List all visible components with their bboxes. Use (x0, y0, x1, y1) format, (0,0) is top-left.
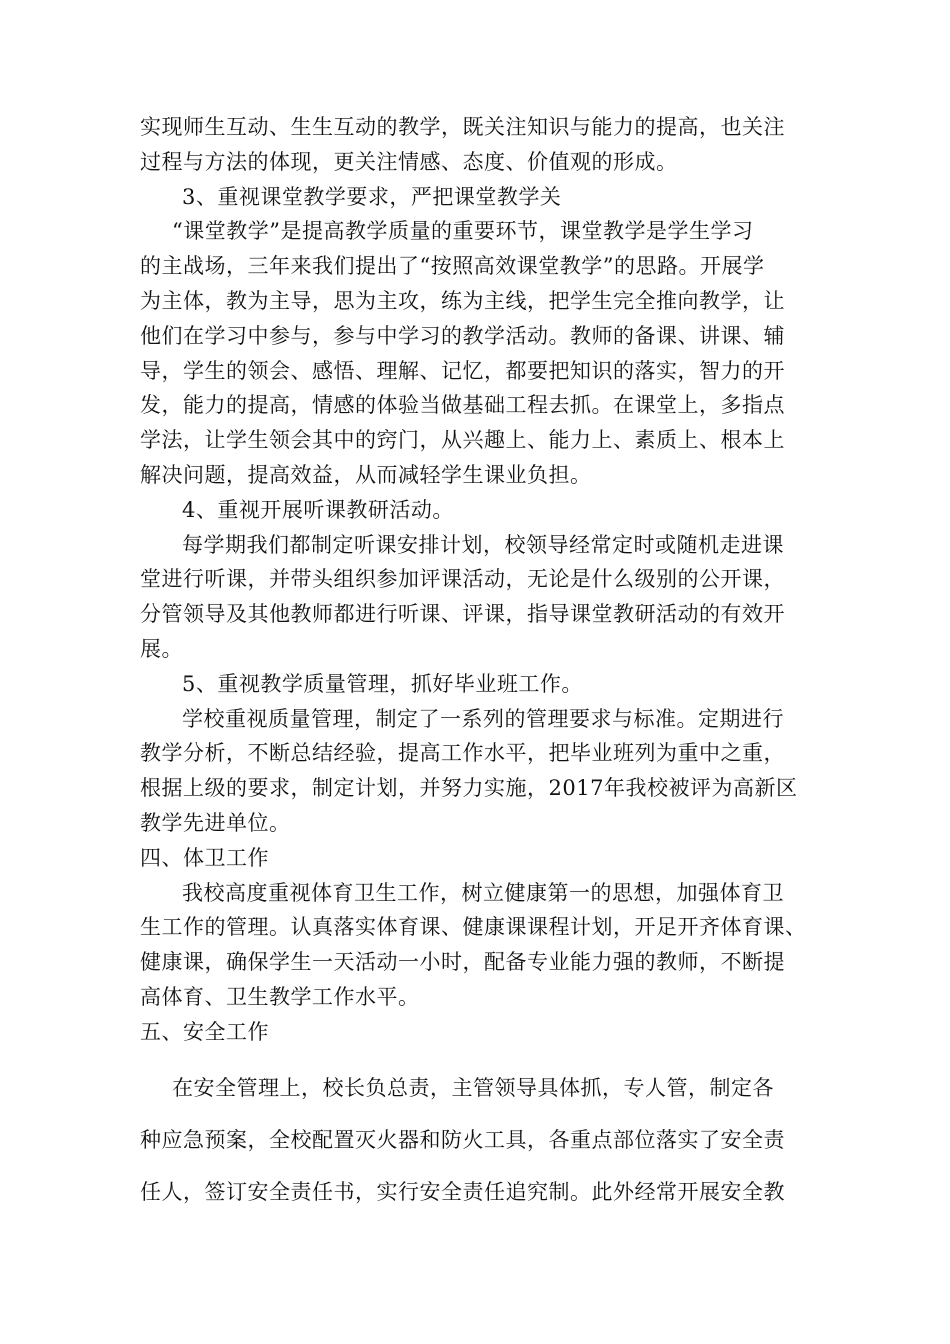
text-line: 每学期我们都制定听课安排计划，校领导经常定时或随机走进课 (182, 532, 784, 557)
text-line: 四、体卫工作 (140, 845, 269, 870)
text-line: “课堂教学”是提高教学质量的重要环节，课堂教学是学生学习 (172, 219, 754, 244)
text-line: 生工作的管理。认真落实体育课、健康课课程计划，开足开齐体育课、 (140, 915, 807, 940)
text-line: 种应急预案，全校配置灭火器和防火工具，各重点部位落实了安全责 (140, 1127, 785, 1152)
text-line: 实现师生互动、生生互动的教学，既关注知识与能力的提高，也关注 (140, 115, 785, 139)
text-line: 在安全管理上，校长负总责，主管领导具体抓，专人管，制定各 (172, 1075, 774, 1100)
text-line: 4、重视开展听课教研活动。 (182, 497, 454, 522)
text-line: 3、重视课堂教学要求，严把课堂教学关 (182, 184, 562, 209)
text-line: 为主体，教为主导，思为主攻，练为主线，把学生完全推向教学，让 (140, 288, 785, 313)
text-line: 过程与方法的体现，更关注情感、态度、价值观的形成。 (140, 149, 678, 174)
document-page (140, 110, 830, 1218)
text-line: 根据上级的要求，制定计划，并努力实施，2017年我校被评为高新区 (140, 776, 798, 801)
text-line: 我校高度重视体育卫生工作，树立健康第一的思想，加强体育卫 (182, 880, 784, 905)
text-line: 展。 (140, 636, 183, 661)
text-line: 教学先进单位。 (140, 810, 291, 835)
body-text (140, 110, 830, 1050)
text-line: 堂进行听课，并带头组织参加评课活动，无论是什么级别的公开课， (140, 567, 785, 592)
text-line: 解决问题，提高效益，从而减轻学生课业负担。 (140, 462, 592, 487)
text-line: 的主战场，三年来我们提出了“按照高效课堂教学”的思路。开展学 (140, 254, 765, 279)
text-line: 健康课，确保学生一天活动一小时，配备专业能力强的教师，不断提 (140, 950, 785, 975)
text-line: 高体育、卫生教学工作水平。 (140, 984, 420, 1009)
text-line: 教学分析，不断总结经验，提高工作水平，把毕业班列为重中之重， (140, 741, 785, 766)
text-line: 导，学生的领会、感悟、理解、记忆，都要把知识的落实，智力的开 (140, 358, 785, 383)
text-line: 学校重视质量管理，制定了一系列的管理要求与标准。定期进行 (182, 706, 784, 731)
text-line: 分管领导及其他教师都进行听课、评课，指导课堂教研活动的有效开 (140, 602, 785, 627)
text-line: 他们在学习中参与，参与中学习的教学活动。教师的备课、讲课、辅 (140, 323, 785, 348)
text-line: 任人，签订安全责任书，实行安全责任追究制。此外经常开展安全教 (140, 1179, 785, 1204)
text-line: 学法，让学生领会其中的窍门，从兴趣上、能力上、素质上、根本上 (140, 428, 785, 453)
safety-section-text (140, 1062, 830, 1218)
text-line: 五、安全工作 (140, 1019, 269, 1044)
text-line: 5、重视教学质量管理，抓好毕业班工作。 (182, 671, 583, 696)
text-line: 发，能力的提高，情感的体验当做基础工程去抓。在课堂上，多指点 (140, 393, 785, 418)
